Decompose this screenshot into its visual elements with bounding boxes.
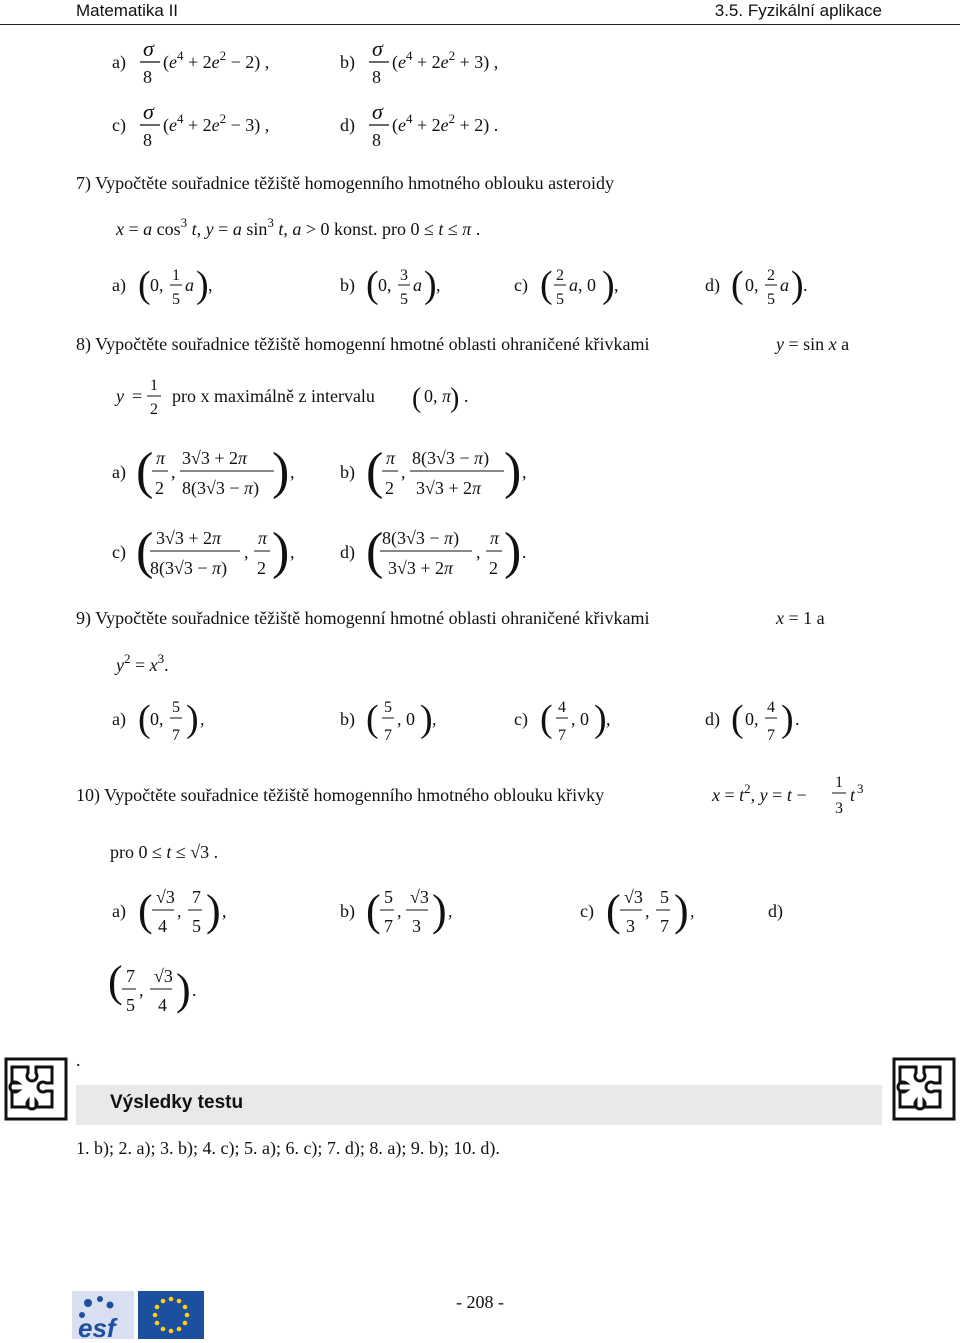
svg-text:0,: 0, [745,709,759,729]
svg-text:,: , [476,542,481,562]
svg-text:,: , [222,901,227,921]
svg-text:0,: 0, [150,709,164,729]
svg-text:4: 4 [158,995,167,1015]
svg-text:π: π [386,448,396,468]
svg-text:0,: 0, [745,275,759,295]
svg-text:): ) [602,264,615,306]
svg-text:(: ( [540,698,553,740]
svg-text:,: , [290,462,295,482]
svg-text:8(3√3 − π): 8(3√3 − π) [382,528,460,548]
svg-text:,: , [139,980,144,1000]
svg-text:(: ( [136,443,154,500]
svg-text:σ: σ [143,99,154,124]
svg-text:(e4 + 2e2 + 2) .: $(e^4 + 2e^2 + 2)$ . [392,111,499,135]
problem-8 [76,334,849,580]
svg-text:d): d) [340,542,355,562]
svg-text:1: 1 [835,774,843,791]
svg-text:(: ( [412,383,422,414]
svg-text:): ) [504,523,522,580]
svg-text:4: 4 [767,699,775,716]
svg-text:,: , [432,709,437,729]
svg-text:a: a [185,275,194,295]
svg-text:(: ( [366,264,379,306]
svg-text:2: 2 [767,267,775,284]
svg-text:): ) [272,523,290,580]
svg-text:y: y [116,386,124,406]
svg-text:8(3√3 − π): 8(3√3 − π) [182,478,260,498]
puzzle-icon-right [892,1057,956,1121]
svg-text:√3: √3 [624,887,643,907]
svg-text:,: , [290,542,295,562]
svg-text:): ) [450,383,460,414]
svg-text:(: ( [731,264,744,306]
svg-text:σ: σ [143,36,154,61]
svg-text:,: , [244,542,249,562]
svg-text:d): d) [768,901,783,921]
svg-text:2: 2 [489,558,498,578]
problem-7 [76,173,808,308]
svg-text:3√3 + 2π: 3√3 + 2π [416,478,482,498]
svg-text:,: , [522,462,527,482]
svg-text:3√3 + 2π: 3√3 + 2π [388,558,454,578]
svg-text:pro x maximálně z intervalu: pro x maximálně z intervalu [172,386,375,406]
svg-text:(: ( [108,957,123,1006]
problem-6-options [112,36,498,150]
svg-text:5: 5 [172,699,180,716]
svg-text:5: 5 [660,887,669,907]
svg-text:5: 5 [192,916,201,936]
svg-text:.: . [522,542,527,562]
svg-text:): ) [196,264,209,306]
svg-text:): ) [504,443,522,500]
svg-text:(: ( [138,698,151,740]
svg-text:7: 7 [767,727,775,744]
svg-text:x = t2, y = t −: $x = t^2$, y = t − [712,781,807,805]
svg-text:,: , [401,462,406,482]
problem-10 [76,774,864,1015]
svg-text:3: 3 [835,800,843,817]
svg-text:x = 1 a: x = 1 a [776,608,825,628]
svg-text:7: 7 [126,966,135,986]
svg-text:c): c) [112,115,126,135]
svg-text:(: ( [138,264,151,306]
results-title: Výsledky testu [110,1092,244,1113]
svg-text:σ: σ [372,36,383,61]
svg-text:(: ( [366,443,384,500]
svg-text:): ) [420,698,433,740]
svg-text:7: 7 [384,916,393,936]
svg-text:a): a) [112,709,126,729]
svg-text:b): b) [340,901,355,921]
svg-text:π: π [156,448,166,468]
svg-text:3: 3 [412,916,421,936]
svg-text:(e4 + 2e2 − 3) ,: $(e^4 + 2e^2 - 3)$ , [163,111,270,135]
svg-text:7: 7 [192,887,201,907]
svg-text:,: , [200,709,205,729]
svg-text:5: 5 [767,291,775,308]
svg-text:8: 8 [372,130,381,150]
svg-text:1: 1 [172,267,180,284]
stray-dot: . [76,1050,81,1070]
page-number: - 208 - [456,1292,504,1312]
svg-text:d): d) [340,115,355,135]
svg-text:5: 5 [400,291,408,308]
svg-text:): ) [781,698,794,740]
svg-text:c): c) [514,275,528,295]
svg-text:2: 2 [257,558,266,578]
svg-text:.: . [795,709,800,729]
svg-text:c): c) [580,901,594,921]
svg-text:0,: 0, [150,275,164,295]
svg-text:8(3√3 − π): 8(3√3 − π) [412,448,490,468]
svg-text:8) Vypočtěte souřadnice těžišt: 8) Vypočtěte souřadnice těžiště homogenní hmotné oblasti ohraničené křivkami [76,334,650,354]
svg-text:, 0: , 0 [397,709,415,729]
svg-text:(e4 + 2e2 + 3) ,: $(e^4 + 2e^2 + 3)$ , [392,48,499,72]
svg-text:x = a cos3 t, y = a sin3 t, a: x = a $\cos^3 t$, y = a $\sin^3 t$, a > 0 konst. pro 0 ≤ t ≤ π . [116,215,481,239]
svg-text:2: 2 [385,478,394,498]
svg-text:,: , [397,901,402,921]
svg-text:,: , [448,901,453,921]
svg-text:7) Vypočtěte souřadnice těžišt: 7) Vypočtěte souřadnice těžiště homogenního hmotného oblouku asteroidy [76,173,615,193]
svg-text:(: ( [540,264,553,306]
svg-text:π: π [490,528,500,548]
svg-text:): ) [432,886,447,935]
svg-text:): ) [176,965,191,1014]
svg-text:7: 7 [660,916,669,936]
svg-text:8: 8 [143,67,152,87]
svg-text:d): d) [705,275,720,295]
svg-text:5: 5 [172,291,180,308]
svg-text:=: = [132,386,143,406]
header-section-title: 3.5. Fyzikální aplikace [714,1,882,20]
svg-text:5: 5 [126,995,135,1015]
svg-text:, 0: , 0 [571,709,589,729]
svg-text:5: 5 [384,699,392,716]
svg-text:√3: √3 [410,887,429,907]
svg-text:4: 4 [558,699,566,716]
svg-text:(: ( [138,886,153,935]
svg-text:c): c) [112,542,126,562]
svg-text:5: 5 [556,291,564,308]
results-answers: 1. b); 2. a); 3. b); 4. c); 5. a); 6. c); 7. d); 8. a); 9. b); 10. d). [76,1138,500,1158]
svg-text:a, 0: a, 0 [569,275,596,295]
svg-text:8: 8 [372,67,381,87]
svg-text:(: ( [606,886,621,935]
svg-text:0, π: 0, π [424,386,452,406]
svg-text:7: 7 [384,727,392,744]
svg-text:9) Vypočtěte souřadnice těžišt: 9) Vypočtěte souřadnice těžiště homogenní hmotné oblasti ohraničené křivkami [76,608,650,628]
svg-text:√3: √3 [154,966,173,986]
svg-text:.: . [803,275,808,295]
svg-text:): ) [206,886,221,935]
svg-text:1: 1 [150,377,158,394]
svg-text:7: 7 [558,727,566,744]
svg-text:t: t [850,785,856,805]
svg-text:0,: 0, [378,275,392,295]
svg-text:b): b) [340,462,355,482]
svg-text:8: 8 [143,130,152,150]
problem-9 [76,608,825,744]
svg-text:): ) [272,443,290,500]
svg-text:√3: √3 [156,887,175,907]
svg-text:y = sin x a: y = sin x a [776,334,850,354]
svg-text:3√3 + 2π: 3√3 + 2π [182,448,248,468]
svg-text:y2 = x3.: $y^2 = x^3$. [116,651,169,675]
svg-text:): ) [424,264,437,306]
svg-text:esf: esf [78,1313,116,1343]
svg-text:): ) [594,698,607,740]
svg-text:3√3 + 2π: 3√3 + 2π [156,528,222,548]
svg-text:b): b) [340,709,355,729]
svg-text:,: , [606,709,611,729]
svg-text:a): a) [112,462,126,482]
header-course-title: Matematika II [76,1,179,20]
svg-text:σ: σ [372,99,383,124]
svg-text:): ) [674,886,689,935]
svg-text:.: . [192,980,197,1000]
svg-text:3: 3 [857,781,864,796]
svg-text:(: ( [136,523,154,580]
svg-text:c): c) [514,709,528,729]
svg-text:,: , [614,275,619,295]
svg-text:): ) [186,698,199,740]
svg-text:): ) [791,264,804,306]
svg-text:3: 3 [626,916,635,936]
svg-text:(: ( [366,886,381,935]
svg-text:pro 0 ≤ t ≤ √3 .: pro 0 ≤ t ≤ √3 . [110,842,219,862]
svg-text:,: , [690,901,695,921]
svg-text:,: , [645,901,650,921]
svg-text:,: , [436,275,441,295]
svg-text:(: ( [731,698,744,740]
svg-text:a): a) [112,901,126,921]
svg-text:8(3√3 − π): 8(3√3 − π) [150,558,228,578]
svg-text:,: , [177,901,182,921]
svg-text:(e4 + 2e2 − 2) ,: $(e^4 + 2e^2 - 2)$ , [163,48,270,72]
puzzle-icon-left [4,1057,68,1121]
svg-text:a): a) [112,275,126,295]
svg-text:d): d) [705,709,720,729]
svg-text:π: π [258,528,268,548]
svg-text:2: 2 [556,267,564,284]
svg-text:7: 7 [172,727,180,744]
svg-text:a: a [413,275,422,295]
svg-text:10) Vypočtěte souřadnice těžiš: 10) Vypočtěte souřadnice těžiště homogenního hmotného oblouku křivky [76,785,605,805]
svg-text:.: . [464,386,469,406]
svg-text:2: 2 [155,478,164,498]
svg-text:(: ( [366,523,384,580]
svg-text:,: , [208,275,213,295]
svg-text:2: 2 [150,401,158,418]
svg-text:b): b) [340,275,355,295]
svg-text:,: , [171,462,176,482]
svg-text:b): b) [340,52,355,72]
svg-text:3: 3 [400,267,408,284]
svg-text:4: 4 [158,916,167,936]
svg-text:a): a) [112,52,126,72]
svg-text:5: 5 [384,887,393,907]
svg-text:a: a [780,275,789,295]
svg-text:(: ( [366,698,379,740]
